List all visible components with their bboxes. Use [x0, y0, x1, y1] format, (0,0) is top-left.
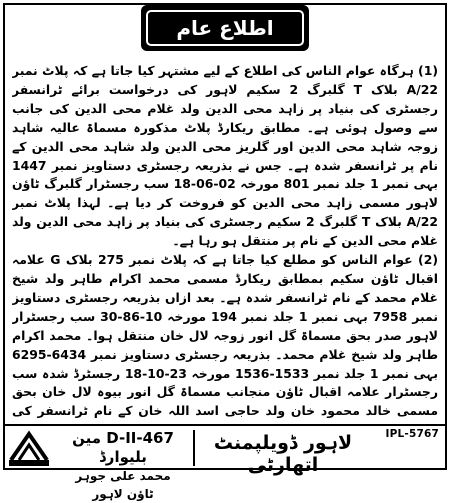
footer-divider: [193, 430, 195, 466]
title-banner: [141, 5, 309, 51]
address-line-2: محمد علی جوہر ٹاؤن لاہور: [75, 469, 171, 501]
authority-address: [63, 429, 183, 503]
address-line-1: 467-D-II مین بلیوارڈ: [72, 429, 174, 466]
lda-logo-icon: [7, 430, 51, 468]
notice-body: [12, 62, 438, 422]
footer: [3, 424, 447, 501]
title-banner-inner: [146, 10, 304, 46]
notice-title: اطلاع عام: [176, 16, 274, 40]
ipl-number: IPL-5767: [385, 428, 439, 440]
authority-name: لاہور ڈویلپمنٹ اتھارٹی: [213, 432, 353, 476]
paragraph-2: (2) عوام الناس کو مطلع کیا جاتا ہے کہ پلاٹ نمبر 275 بلاک G علامہ اقبال ٹاؤن سکیم بمطابق ریکارڈ مسمی محمد اکرام طاہر ولد شیخ غلام محمد کے نام ٹرانسفر شدہ ہے۔ بعد ازاں بذریعہ رجسٹری دستاویز نمبر 7958 بہی نمبر 1 جلد نمبر 194 مورخہ 10-86-30 سب رجسٹرار لاہور صدر بحق مسماۃ گل انور زوجہ لال خان منتقل ہوا۔ محمد اکرام طاہر ولد شیخ غلام محمد۔ بذریعہ رجسٹری دستاویز نمبر 6434-6295 بہی نمبر 1 جلد نمبر 1533-1536 مورخہ 23-10-18 رجسٹرڈ شدہ سب رجسٹرار علامہ اقبال ٹاؤن منجانب مسماۃ گل انور بیوہ لال خان بحق مسمی خالد محمود خان ولد حاجی اسد اللہ خان کے نام ٹرانسفر کی: [12, 252, 438, 419]
paragraph-1: (1) ہرگاہ عوام الناس کی اطلاع کے لیے مشتہر کیا جاتا ہے کہ پلاٹ نمبر 22/A بلاک T گلبرگ 2 سکیم لاہور کی درخواست برائے ٹرانسفر رجسٹری کی بنیاد پر زاہد محی الدین ولد غلام محی الدین کی جانب سے وصول ہوئی ہے۔ مطابق ریکارڈ پلاٹ مذکورہ مسماۃ عالیہ شاہد زوجہ شاہد محی الدین اور گلریز محی الدین ولد شاہد محی الدین کے نام پر ٹرانسفر شدہ ہے۔ جس نے بذریعہ رجسٹری دستاویز نمبر 1447 بہی نمبر 1 جلد نمبر 801 مورخہ 02-06-18 سب رجسٹرار گلبرگ ٹاؤن لاہور مسمی زاہد محی الدین کو فروخت کر دیا ہے۔ لہذا پلاٹ نمبر 22/A بلاک T گلبرگ 2 سکیم رجسٹری کی بنیاد پر زاہد محی الدین ولد غلام محی الدین کے نام پر منتقل ہو رہا ہے۔: [12, 63, 438, 249]
